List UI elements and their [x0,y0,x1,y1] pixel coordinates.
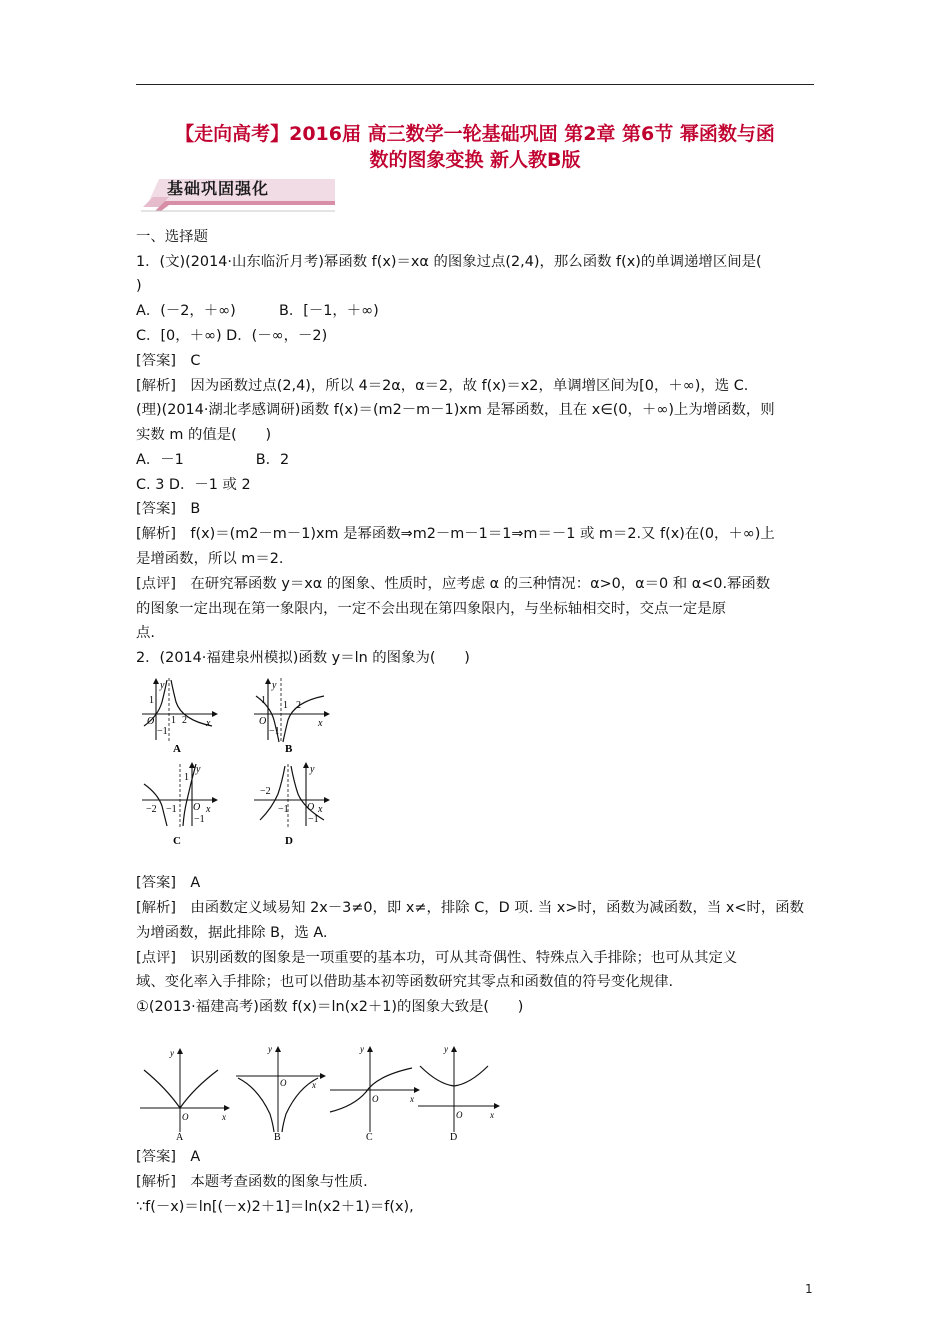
q2b-graph-a [136,1044,232,1144]
question-1-options-ab: A．(－2，＋∞) B．[－1，＋∞) [136,303,379,319]
tick-label: 1 [283,700,288,711]
origin-label: O [147,716,155,727]
axis-y-label: y [160,680,165,691]
origin-label: O [372,1094,379,1104]
comment-1-line-3: 点. [136,625,155,641]
option-label: B [285,743,293,755]
option-label: A [176,1132,184,1143]
axis-x-label: x [206,804,211,815]
analysis-2b-line-2: ∵f(－x)＝ln[(－x)2＋1]＝ln(x2＋1)＝f(x), [136,1199,414,1215]
axis-x-label: x [410,1094,414,1104]
axis-y-label: y [360,1044,364,1054]
tick-label: −1 [194,814,205,825]
tick-label: −1 [269,726,280,737]
q2b-graph-d [414,1044,510,1144]
axis-y-label: y [444,1044,448,1054]
section-heading: 一、选择题 [136,229,208,245]
axis-y-label: y [268,1044,272,1054]
title-line-1: 【走向高考】2016届 高三数学一轮基础巩固 第2章 第6节 幂函数与函 [175,123,775,145]
analysis-1: [解析] 因为函数过点(2,4)，所以 4＝2α，α＝2，故 f(x)＝x2，单调增区间为[0，＋∞)，选 C. [136,378,749,394]
q2-graph-b [252,676,332,756]
option-label: D [450,1132,458,1143]
question-1-line-1: 1．(文)(2014·山东临沂月考)幂函数 f(x)＝xα 的图象过点(2,4)，那么函数 f(x)的单调递增区间是( [136,254,762,270]
tick-label: 1 [261,695,266,706]
tick-label: −1 [157,726,168,737]
axis-y-label: y [196,764,201,775]
question-1b-line-1: (理)(2014·湖北孝感调研)函数 f(x)＝(m2－m－1)xm 是幂函数，且在 x∈(0，＋∞)上为增函数，则 [136,402,775,418]
origin-label: O [307,802,315,813]
comment-2-line-2: 域、变化率入手排除；也可以借助基本初等函数研究其零点和函数值的符号变化规律. [136,974,674,990]
origin-label: O [259,716,267,727]
answer-1b: [答案] B [136,501,201,517]
question-2b: ①(2013·福建高考)函数 f(x)＝ln(x2＋1)的图象大致是( ) [136,999,524,1015]
axis-y-label: y [310,764,315,775]
axis-x-label: x [206,718,211,729]
question-1-options-cd: C．[0，＋∞) D．(－∞，－2) [136,328,328,344]
origin-label: O [280,1078,287,1088]
tick-label: 2 [182,715,187,726]
banner-label: 基础巩固强化 [167,179,270,198]
q2b-graph-c [326,1044,422,1144]
question-1b-options-cd: C. 3 D．－1 或 2 [136,477,251,493]
analysis-2-line-2: 为增函数，据此排除 B，选 A. [136,925,328,941]
question-1b-options-ab: A．－1 B．2 [136,452,290,468]
section-banner [139,173,339,213]
tick-label: −2 [146,804,157,815]
q2-graph-d [252,760,332,846]
question-2: 2．(2014·福建泉州模拟)函数 y＝ln 的图象为( ) [136,650,470,666]
comment-2-line-1: [点评] 识别函数的图象是一项重要的基本功，可从其奇偶性、特殊点入手排除；也可从其定义 [136,950,738,966]
tick-label: −1 [278,804,289,815]
option-label: C [173,835,181,846]
axis-y-label: y [170,1048,174,1058]
q2-graph-c [140,760,220,846]
option-label: D [285,835,293,846]
document-title [136,121,814,173]
answer-2b: [答案] A [136,1149,201,1165]
tick-label: 1 [171,715,176,726]
option-label: B [274,1132,281,1143]
tick-label: 1 [184,772,189,783]
tick-label: −2 [260,786,271,797]
option-label: A [173,743,181,755]
analysis-1b-line-2: 是增函数，所以 m＝2. [136,551,284,567]
analysis-1b-line-1: [解析] f(x)＝(m2－m－1)xm 是幂函数⇒m2－m－1＝1⇒m＝－1 或 m＝2.又 f(x)在(0，＋∞)上 [136,526,775,542]
comment-1-line-2: 的图象一定出现在第一象限内，一定不会出现在第四象限内，与坐标轴相交时，交点一定是原 [136,601,727,617]
question-1b-line-2: 实数 m 的值是( ) [136,427,272,443]
question-1-line-2: ) [136,278,142,294]
axis-x-label: x [318,718,323,729]
comment-1-line-1: [点评] 在研究幂函数 y＝xα 的图象、性质时，应考虑 α 的三种情况：α>0，α＝0 和 α<0.幂函数 [136,576,771,592]
analysis-2-line-1: [解析] 由函数定义域易知 2x－3≠0，即 x≠，排除 C，D 项. 当 x>时，函数为减函数，当 x<时，函数 [136,900,805,916]
origin-label: O [182,1112,189,1122]
tick-label: −1 [308,814,319,825]
analysis-2b-line-1: [解析] 本题考查函数的图象与性质. [136,1174,368,1190]
option-label: C [366,1132,373,1143]
page-number: 1 [805,1282,813,1296]
tick-label: −1 [166,804,177,815]
tick-label: 1 [149,695,154,706]
origin-label: O [456,1110,463,1120]
title-line-2: 数的图象变换 新人教B版 [369,149,581,171]
answer-2: [答案] A [136,875,201,891]
answer-1: [答案] C [136,353,201,369]
axis-x-label: x [318,804,323,815]
tick-label: 2 [296,700,301,711]
header-rule [136,84,814,85]
axis-x-label: x [490,1110,494,1120]
axis-y-label: y [272,680,277,691]
q2-graph-a [140,676,220,756]
origin-label: O [193,802,201,813]
q2b-graph-b [232,1044,328,1144]
axis-x-label: x [222,1112,226,1122]
axis-x-label: x [312,1080,316,1090]
